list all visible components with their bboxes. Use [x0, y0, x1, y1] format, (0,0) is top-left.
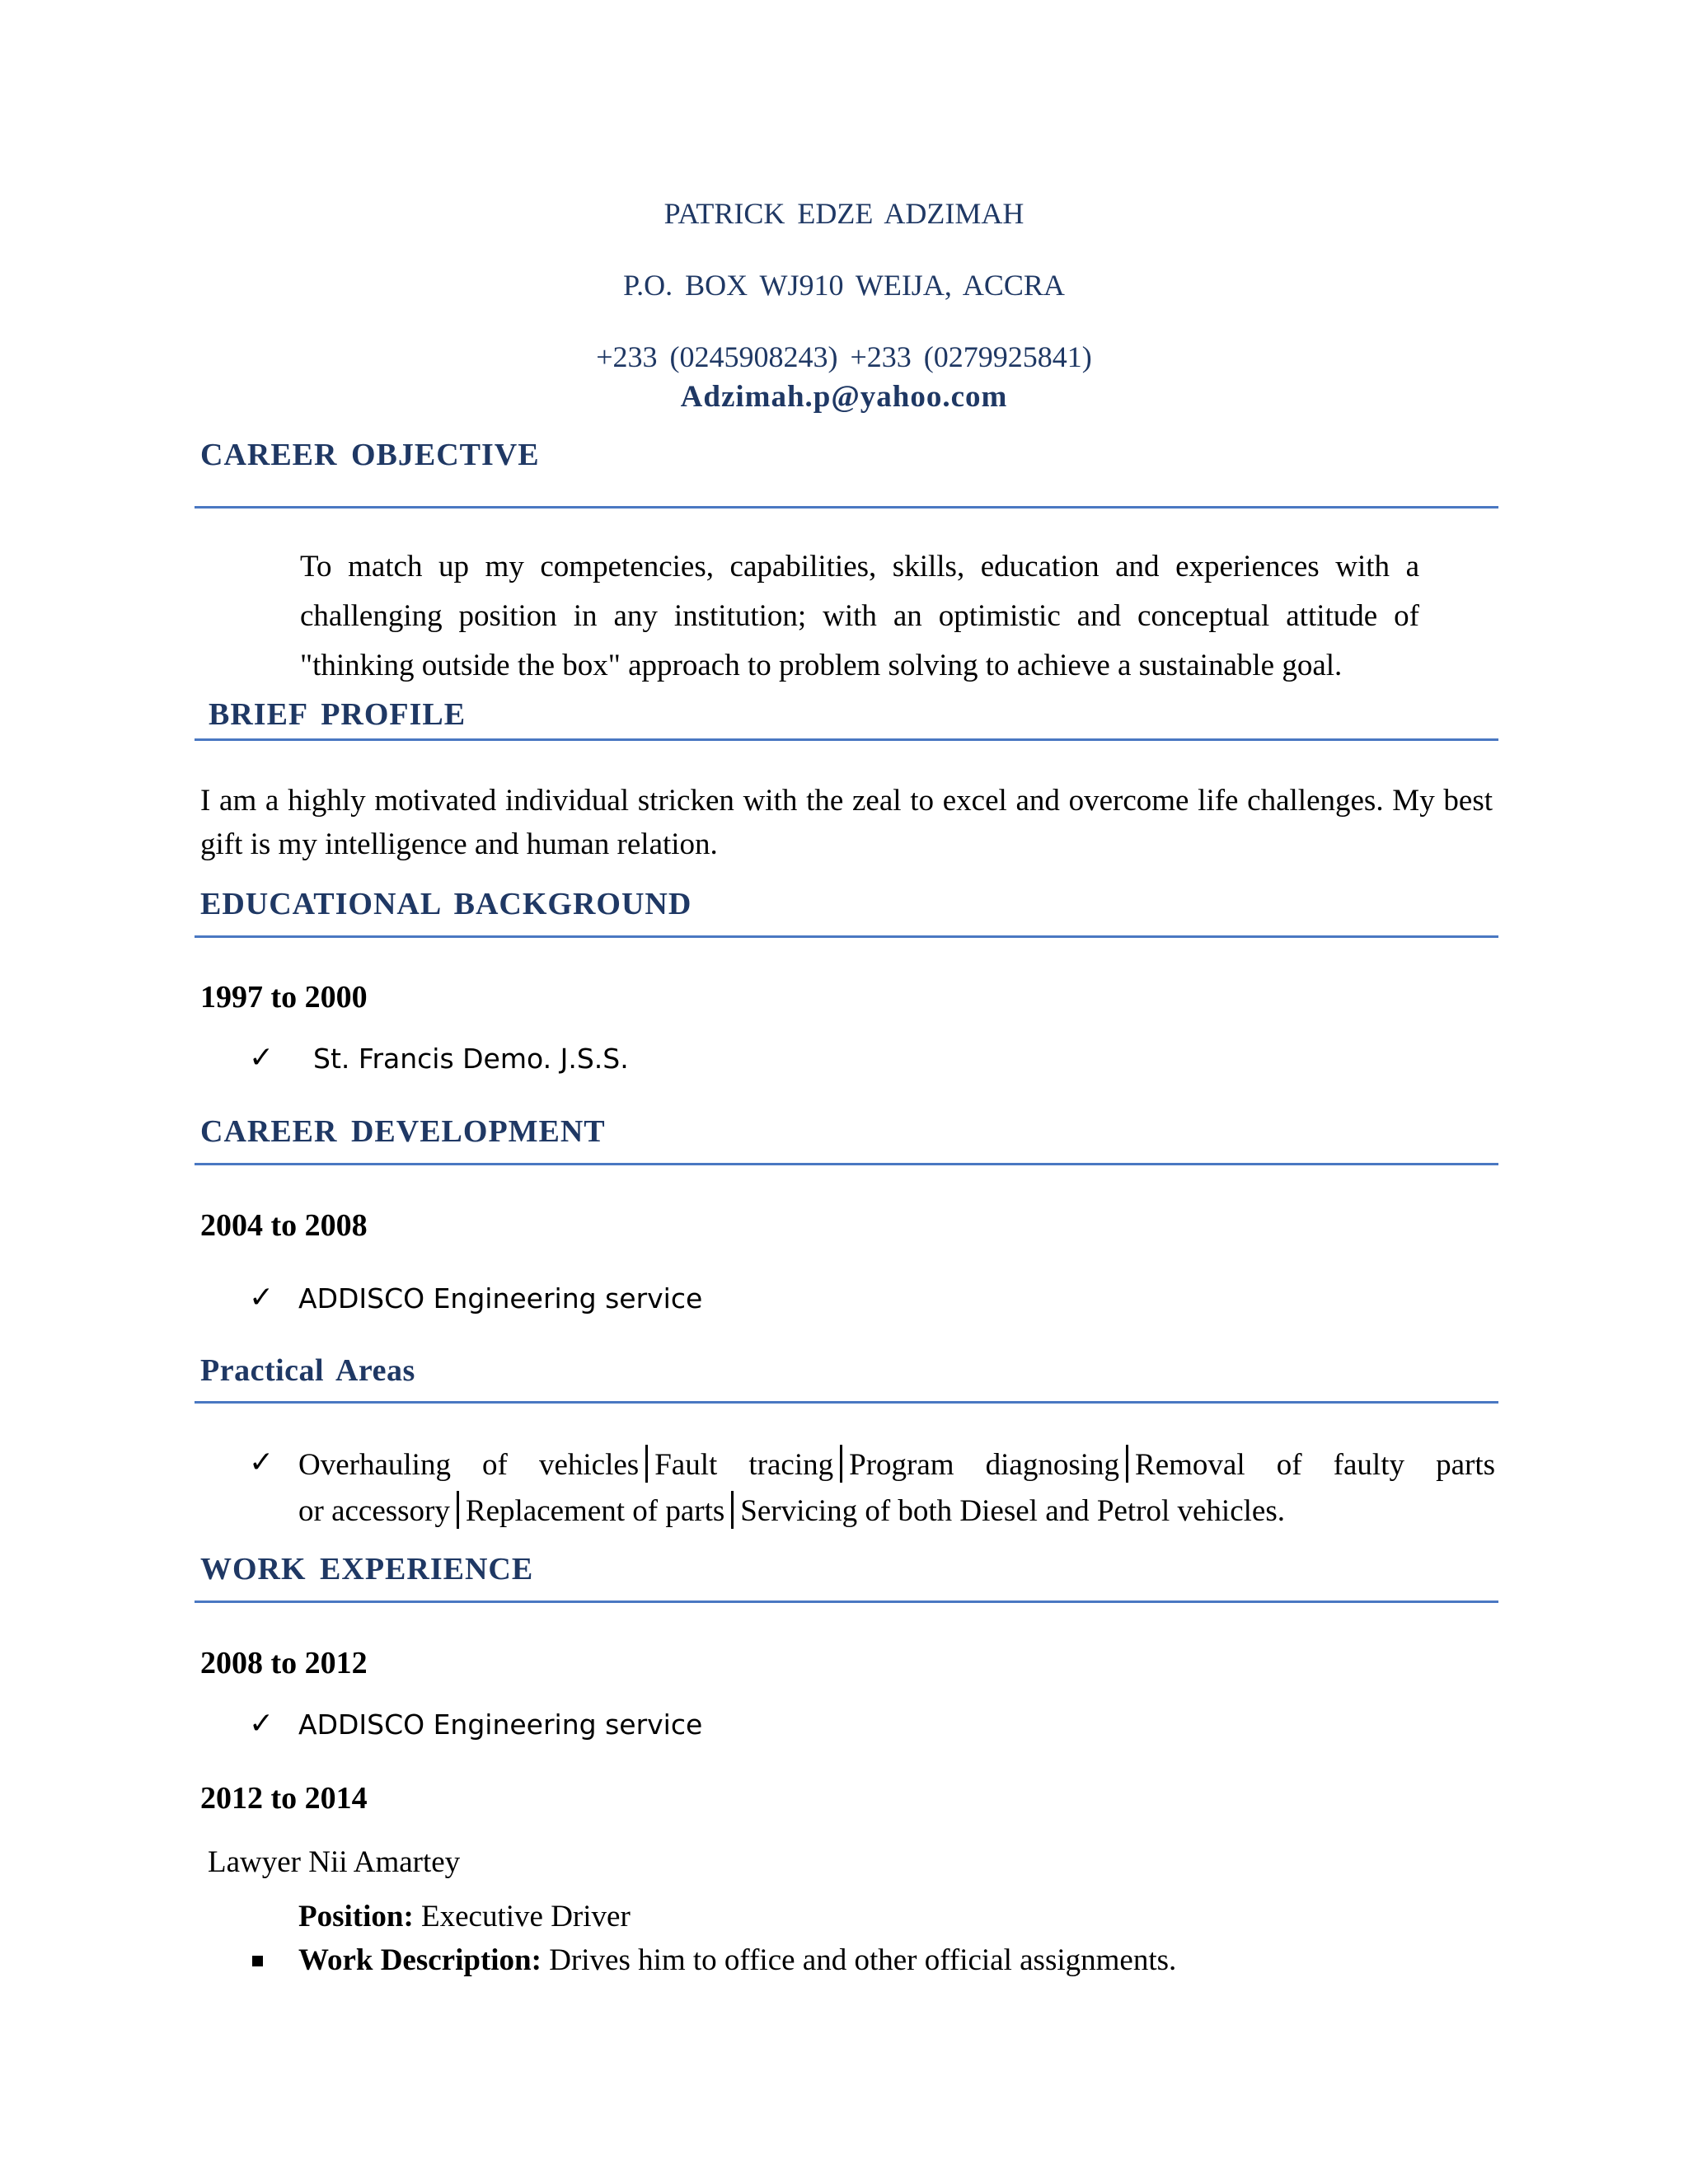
- job-position: [298, 1896, 631, 1938]
- check-icon: ✓: [249, 1041, 274, 1074]
- separator: [840, 1445, 842, 1483]
- career-development-period: 2004 to 2008: [200, 1208, 368, 1243]
- education-heading: EDUCATIONAL BACKGROUND: [200, 887, 692, 921]
- practical-areas-heading: Practical Areas: [200, 1353, 415, 1388]
- job-period: 2012 to 2014: [200, 1781, 368, 1816]
- practical-area-item: Replacement of parts: [465, 1494, 725, 1528]
- check-icon: ✓: [249, 1281, 274, 1314]
- work-experience-heading: WORK EXPERIENCE: [200, 1552, 534, 1586]
- practical-areas-line-1: [298, 1442, 1495, 1488]
- practical-areas-line-2: [298, 1488, 1495, 1535]
- section-divider: [195, 1401, 1498, 1404]
- practical-area-item: Fault tracing: [654, 1448, 834, 1482]
- description-value: Drives him to office and other official assignments.: [549, 1943, 1177, 1977]
- section-divider: [195, 935, 1498, 938]
- section-divider: [195, 1601, 1498, 1603]
- practical-area-item: Servicing of both Diesel and Petrol vehicles.: [740, 1494, 1285, 1528]
- job-period: 2008 to 2012: [200, 1646, 368, 1680]
- job-employer: ADDISCO Engineering service: [298, 1708, 703, 1741]
- practical-area-item: Overhauling of vehicles: [298, 1448, 640, 1482]
- phone-numbers: +233 (0245908243) +233 (0279925841): [596, 340, 1092, 373]
- separator: [645, 1445, 648, 1483]
- position-value: Executive Driver: [421, 1900, 631, 1933]
- applicant-name: PATRICK EDZE ADZIMAH: [663, 197, 1025, 230]
- practical-area-item: or accessory: [298, 1494, 450, 1528]
- description-label: Work Description:: [298, 1943, 542, 1977]
- practical-areas-list: [298, 1442, 1495, 1535]
- section-divider: [195, 1163, 1498, 1165]
- square-bullet-icon: [252, 1956, 263, 1966]
- postal-address: P.O. BOX WJ910 WEIJA, ACCRA: [623, 269, 1065, 302]
- education-item: St. Francis Demo. J.S.S.: [313, 1043, 629, 1075]
- brief-profile-heading: BRIEF PROFILE: [209, 697, 467, 732]
- brief-profile-text: I am a highly motivated individual stricken with the zeal to excel and overcome life challenges. My best gift is my intelligence and human relation.: [200, 784, 1493, 861]
- email-address[interactable]: Adzimah.p@yahoo.com: [680, 380, 1008, 414]
- career-development-heading: CAREER DEVELOPMENT: [200, 1114, 606, 1149]
- separator: [731, 1491, 734, 1529]
- practical-area-item: Program diagnosing: [849, 1448, 1120, 1482]
- check-icon: ✓: [249, 1707, 274, 1740]
- career-objective-heading: CAREER OBJECTIVE: [200, 438, 540, 472]
- separator: [1126, 1445, 1128, 1483]
- career-development-item: ADDISCO Engineering service: [298, 1282, 703, 1315]
- section-divider: [195, 506, 1498, 509]
- separator: [457, 1491, 459, 1529]
- education-period: 1997 to 2000: [200, 980, 368, 1015]
- job-employer: Lawyer Nii Amartey: [208, 1845, 461, 1879]
- section-divider: [195, 738, 1498, 741]
- check-icon: ✓: [249, 1446, 274, 1479]
- practical-area-item: Removal of faulty parts: [1135, 1448, 1495, 1482]
- job-description: [298, 1939, 1176, 1982]
- position-label: Position:: [298, 1900, 414, 1933]
- career-objective-text: To match up my competencies, capabilities, skills, education and experiences with a challenging position in any institution; with an optimistic and conceptual attitude of "thinking outside the box" approach to problem solving to achieve a sustainable goal.: [300, 550, 1419, 682]
